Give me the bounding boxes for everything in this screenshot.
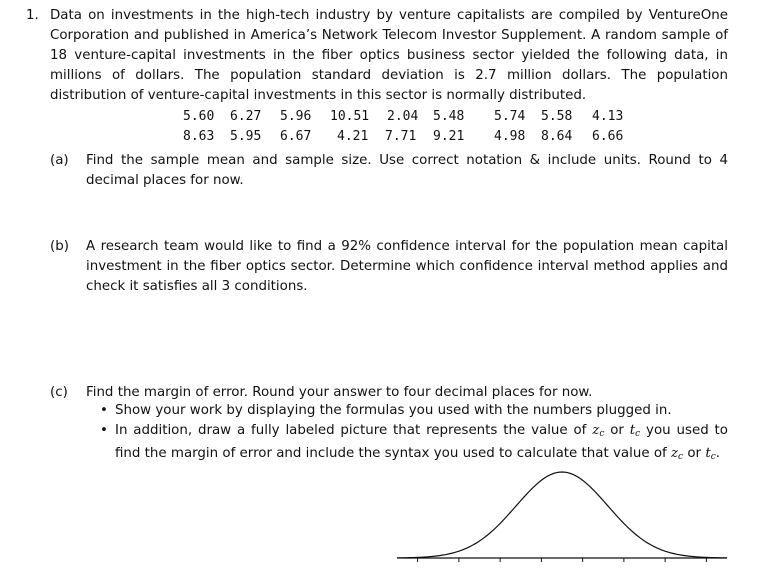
- z-critical-symbol: $z_c$: [670, 446, 684, 462]
- bullet-text-segment: .: [715, 446, 721, 461]
- problem-number: 1.: [26, 8, 39, 23]
- part-a-text: Find the sample mean and sample size. Use correct notation & include units. Round to 4 decimal places for now.: [86, 153, 728, 188]
- bullet-dot-icon: •: [100, 423, 108, 438]
- data-value: 7.71: [385, 129, 417, 144]
- data-table: [183, 107, 632, 147]
- bullet-text-segment: or: [604, 423, 630, 438]
- part-a-label: (a): [50, 153, 69, 168]
- data-value: 5.58: [541, 109, 573, 124]
- bullet-text-segment: or: [683, 446, 706, 461]
- data-value: 4.13: [592, 109, 624, 124]
- data-value: 9.21: [433, 129, 465, 144]
- part-c-label: (c): [50, 385, 68, 400]
- data-value: 10.51: [330, 109, 370, 124]
- data-row: [183, 127, 632, 147]
- normal-curve-figure: [395, 463, 730, 575]
- normal-curve: [397, 472, 727, 558]
- data-value: 5.74: [494, 109, 526, 124]
- data-value: 8.63: [183, 129, 215, 144]
- data-value: 6.67: [280, 129, 312, 144]
- problem-intro: Data on investments in the high-tech industry by venture capitalists are compiled by VentureOne Corporation and published in America’s Network Telecom Investor Supplement. A random sample of 18 venture-capital investments in the fiber optics business sector yielded the following data, in millions of dollars. The population standard deviation is 2.7 million dollars. The population distribution of venture-capital investments in this sector is normally distributed.: [50, 8, 728, 103]
- data-row: [183, 107, 632, 127]
- data-value: 4.98: [494, 129, 526, 144]
- bullet-text-segment: you used to find the margin of error and include the syntax you used to calculate that value of: [115, 423, 728, 461]
- part-c-text: Find the margin of error. Round your answer to four decimal places for now.: [86, 385, 593, 400]
- bullet-dot-icon: •: [100, 403, 108, 418]
- z-critical-symbol: $z_c$: [592, 423, 605, 439]
- data-value: 6.27: [230, 109, 262, 124]
- data-value: 5.95: [230, 129, 262, 144]
- t-critical-symbol: $t_c$: [629, 423, 641, 439]
- part-b-text: A research team would like to find a 92% confidence interval for the population mean capital investment in the fiber optics sector. Determine which confidence interval method applies and check it satisfies all 3 conditions.: [86, 239, 728, 294]
- data-value: 5.60: [183, 109, 215, 124]
- data-value: 6.66: [592, 129, 624, 144]
- bullet-text: [115, 421, 728, 467]
- data-value: 4.21: [337, 129, 369, 144]
- data-value: 2.04: [387, 109, 419, 124]
- data-value: 5.48: [433, 109, 465, 124]
- part-b-label: (b): [50, 239, 69, 254]
- data-value: 5.96: [280, 109, 312, 124]
- data-value: 8.64: [541, 129, 573, 144]
- t-critical-symbol: $t_c$: [705, 446, 716, 462]
- bullet-text: Show your work by displaying the formulas you used with the numbers plugged in.: [115, 403, 672, 418]
- bullet-text-segment: In addition, draw a fully labeled picture that represents the value of: [115, 423, 593, 438]
